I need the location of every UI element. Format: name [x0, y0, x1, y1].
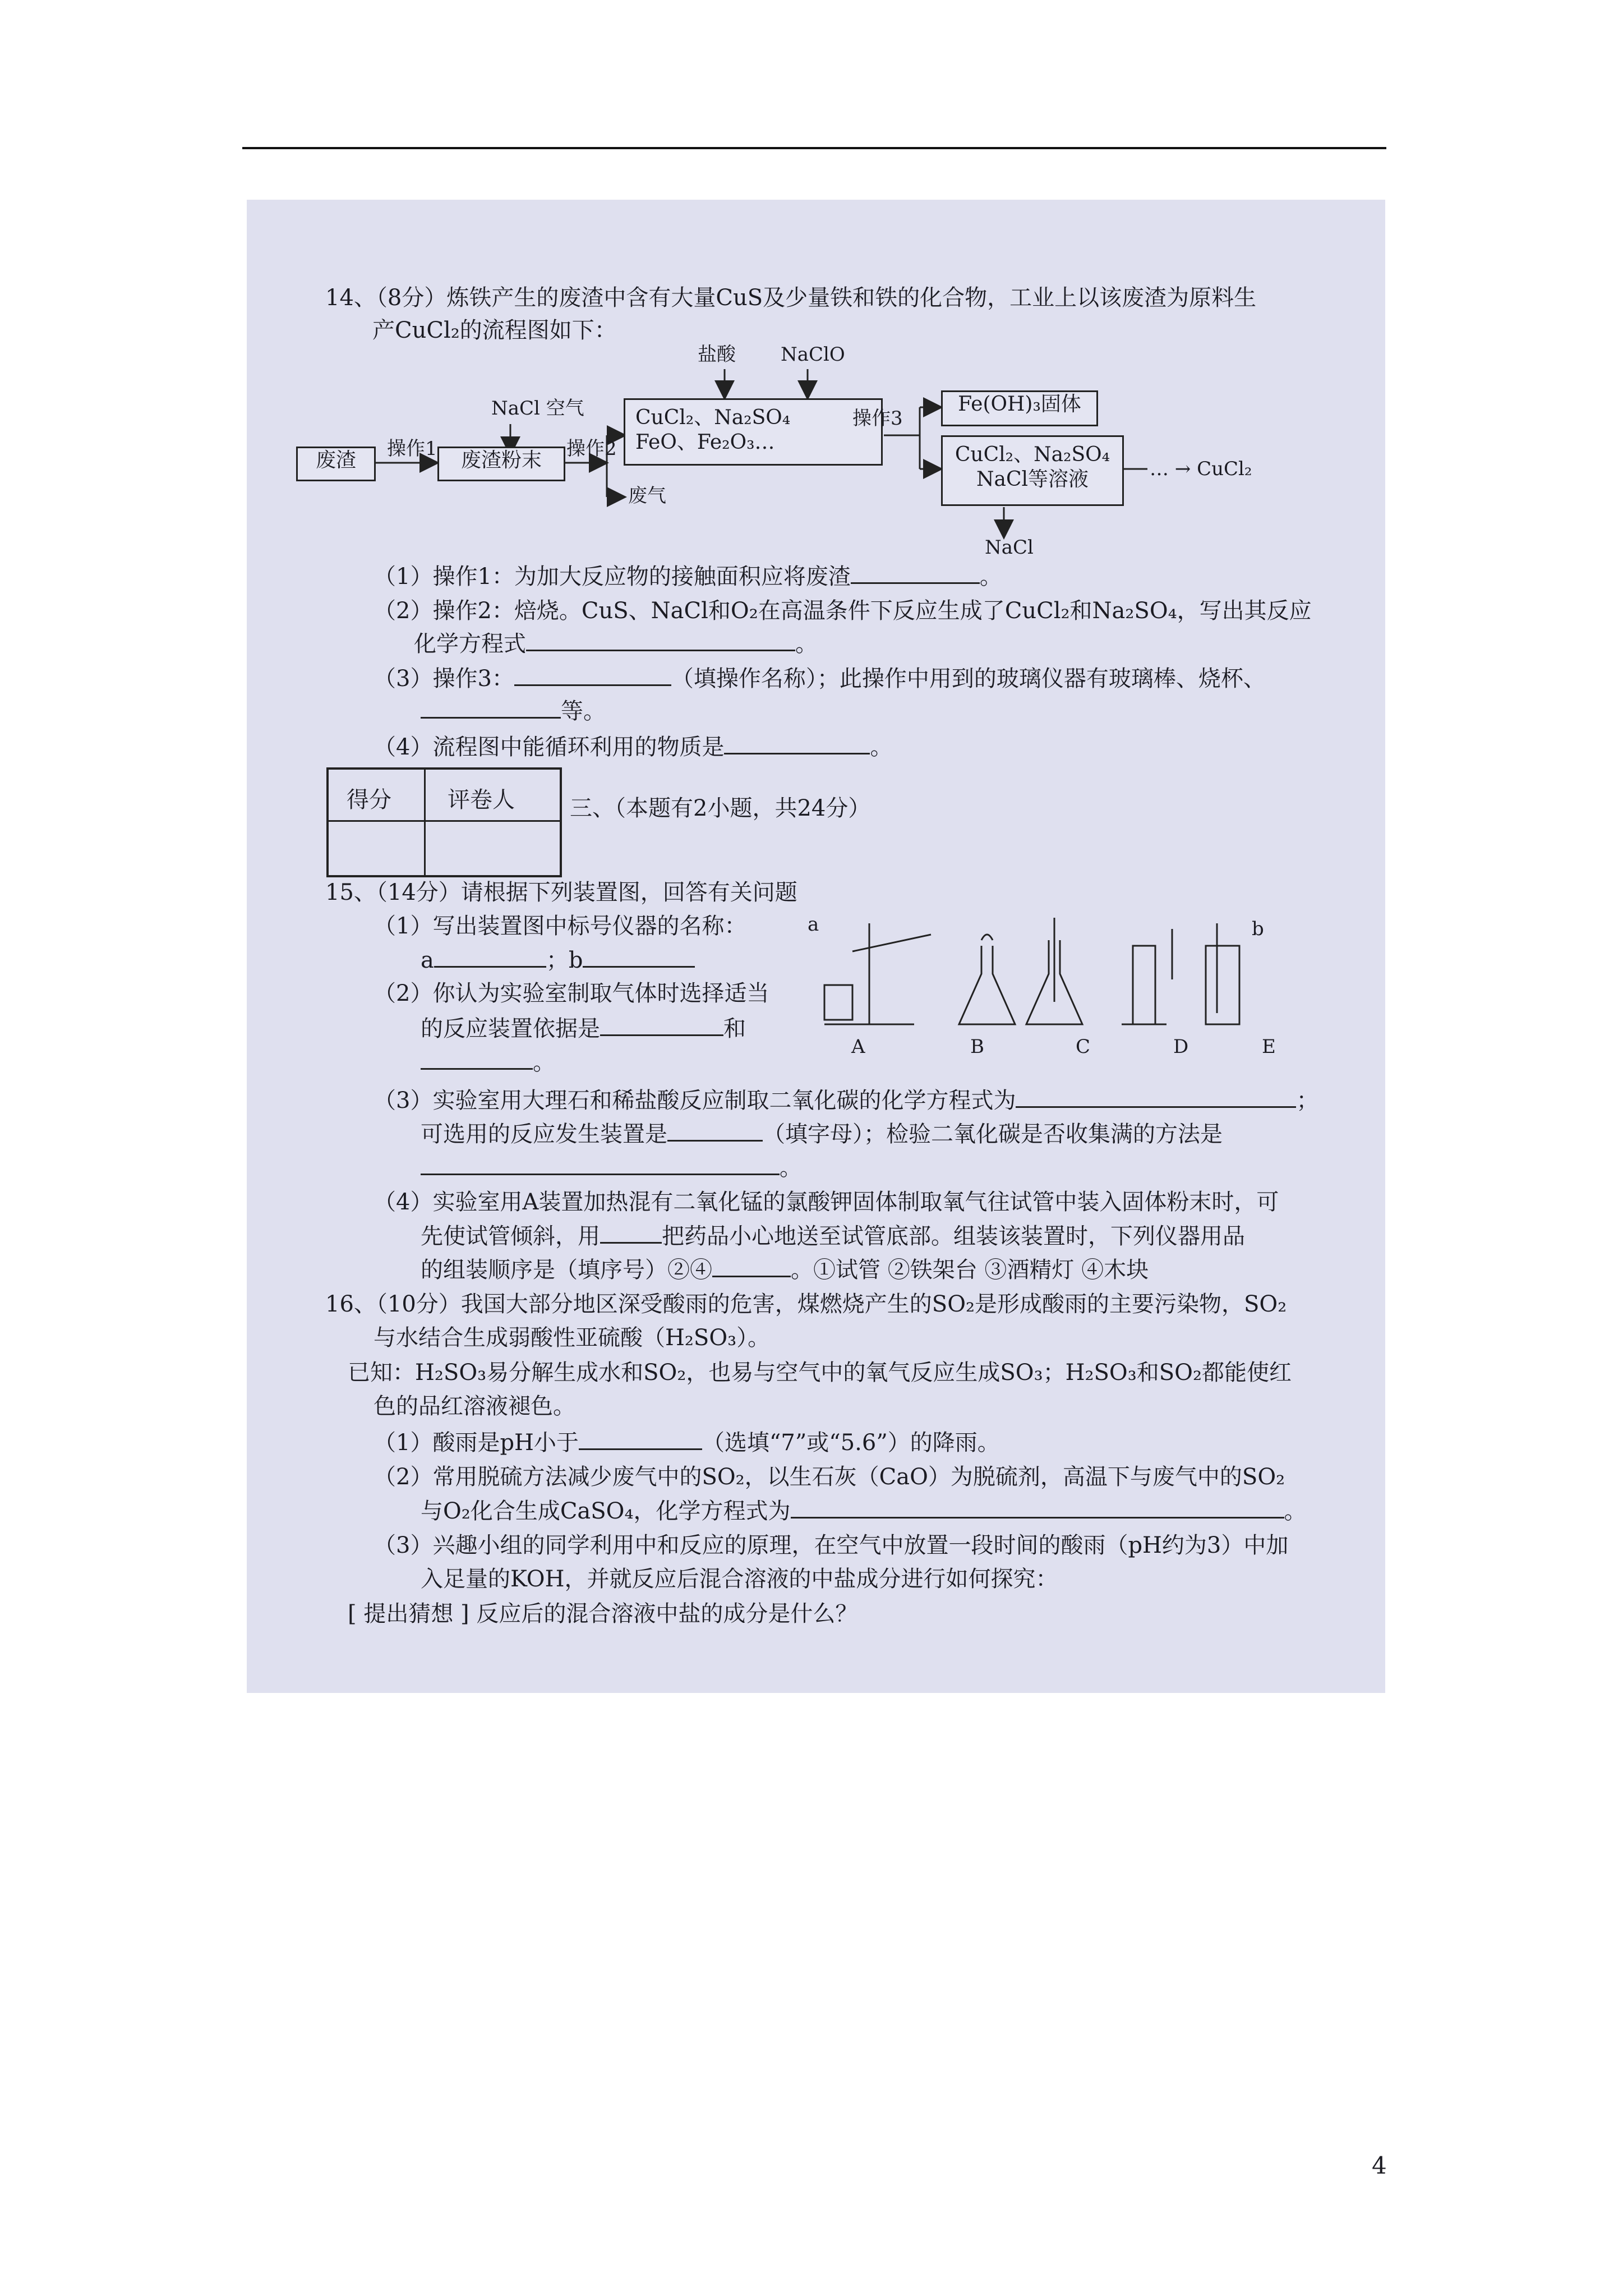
q14-part2b: 化学方程式 。 — [414, 629, 818, 658]
q15-part2c: 。 — [421, 1048, 555, 1076]
scanned-exam-page — [247, 200, 1385, 1693]
page-number: 4 — [1372, 2152, 1387, 2179]
apparatus-mark-b: b — [1252, 918, 1264, 940]
q14-part2a: （2）操作2：焙烧。CuS、NaCl和O₂在高温条件下反应生成了CuCl₂和Na₂SO₄，写出其反应 — [374, 598, 1312, 624]
flow-sol-line1: CuCl₂、Na₂SO₄ — [955, 443, 1110, 466]
apparatus-label-e: E — [1262, 1036, 1276, 1058]
q14-part3a: （3）操作3： （填操作名称）；此操作中用到的玻璃仪器有玻璃棒、烧杯、 — [374, 664, 1266, 693]
flow-nacl-label: NaCl — [985, 536, 1034, 559]
q14-part3b: 等。 — [421, 697, 606, 725]
flow-mix-line2: FeO、Fe₂O₃… — [635, 431, 775, 454]
flow-solution-box — [941, 435, 1124, 506]
q16-part3b: 入足量的KOH，并就反应后混合溶液的中盐成分进行如何探究： — [421, 1566, 1058, 1592]
q14-part1: （1）操作1：为加大反应物的接触面积应将废渣 。 — [374, 562, 1002, 591]
flow-mix-line1: CuCl₂、Na₂SO₄ — [635, 406, 791, 429]
flow-op1-label: 操作1 — [387, 438, 437, 460]
flow-arrows — [247, 200, 1385, 559]
q15-part2b: 的反应装置依据是 和 — [421, 1014, 746, 1043]
flow-mixture-box — [624, 398, 883, 466]
flow-op3-label: 操作3 — [852, 407, 903, 430]
flow-op2-label: 操作2 — [566, 438, 617, 460]
q16-hypothesis: [ 提出猜想 ] 反应后的混合溶液中盐的成分是什么？ — [348, 1601, 858, 1627]
score-table-rule — [329, 820, 560, 822]
flow-solid-box: Fe(OH)₃固体 — [941, 390, 1098, 426]
q16-line2: 与水结合生成弱酸性亚硫酸（H₂SO₃）。 — [374, 1325, 771, 1351]
q15-part3a: （3）实验室用大理石和稀盐酸反应制取二氧化碳的化学方程式为 ； — [374, 1086, 1318, 1115]
q14-line1: 14、（8分）炼铁产生的废渣中含有大量CuS及少量铁和铁的化合物，工业上以该废渣为原料生 — [325, 285, 1257, 311]
flow-acid-label: 盐酸 — [698, 343, 736, 366]
flow-waste-box: 废渣 — [296, 447, 376, 481]
q16-part1: （1）酸雨是pH小于 （选填“7”或“5.6”）的降雨。 — [374, 1428, 1000, 1457]
q15-part2a: （2）你认为实验室制取气体时选择适当 — [374, 981, 769, 1006]
q15-part3c: 。 — [421, 1153, 802, 1182]
q15-part1-blanks: a ；b — [421, 946, 695, 974]
apparatus-label-d: D — [1173, 1036, 1189, 1058]
apparatus-drawing — [802, 912, 1307, 1080]
q16-known2: 色的品红溶液褪色。 — [374, 1393, 575, 1419]
q16-known1: 已知：H₂SO₃易分解生成水和SO₂，也易与空气中的氧气反应生成SO₃；H₂SO₃和SO₂都能使红 — [348, 1360, 1292, 1386]
score-table — [326, 767, 562, 877]
q14-part4: （4）流程图中能循环利用的物质是 。 — [374, 733, 892, 761]
apparatus-label-b: B — [970, 1036, 984, 1058]
flow-naclo-label: NaClO — [781, 343, 845, 366]
q15-line1: 15、（14分）请根据下列装置图，回答有关问题 — [325, 880, 797, 905]
score-table-divider — [424, 770, 426, 875]
flow-sol-line2: NaCl等溶液 — [976, 468, 1089, 491]
apparatus-label-a: A — [851, 1036, 865, 1058]
header-rule — [242, 147, 1386, 149]
flow-inputs1-label: NaCl 空气 — [491, 397, 584, 420]
q15-part3b: 可选用的反应发生装置是 （填字母）；检验二氧化碳是否收集满的方法是 — [421, 1120, 1223, 1148]
q16-part2a: （2）常用脱硫方法减少废气中的SO₂，以生石灰（CaO）为脱硫剂，高温下与废气中的SO₂ — [374, 1464, 1285, 1490]
section-3-heading: 三、（本题有2小题，共24分） — [570, 795, 871, 821]
apparatus-mark-a: a — [808, 913, 819, 936]
q16-part3a: （3）兴趣小组的同学利用中和反应的原理，在空气中放置一段时间的酸雨（pH约为3）中加 — [374, 1533, 1289, 1558]
q15-part4c: 的组装顺序是（填序号）②④ 。①试管 ②铁架台 ③酒精灯 ④木块 — [421, 1255, 1149, 1284]
apparatus-label-c: C — [1076, 1036, 1091, 1058]
score-header: 得分 — [347, 787, 391, 813]
flow-product-label: … → CuCl₂ — [1150, 458, 1252, 480]
q14-line2: 产CuCl₂的流程图如下： — [372, 318, 617, 343]
q15-part4b: 先使试管倾斜，用 把药品小心地送至试管底部。组装该装置时，下列仪器用品 — [421, 1222, 1245, 1250]
q16-part2b: 与O₂化合生成CaSO₄，化学方程式为 。 — [421, 1497, 1307, 1525]
flow-waste-gas-label: 废气 — [628, 485, 666, 507]
q15-part1: （1）写出装置图中标号仪器的名称： — [374, 913, 747, 939]
q15-part4a: （4）实验室用A装置加热混有二氧化锰的氯酸钾固体制取氧气往试管中装入固体粉末时，可 — [374, 1189, 1279, 1215]
q16-line1: 16、（10分）我国大部分地区深受酸雨的危害，煤燃烧产生的SO₂是形成酸雨的主要污染物，SO₂ — [325, 1291, 1287, 1317]
flow-powder-box: 废渣粉末 — [437, 447, 565, 481]
grader-header: 评卷人 — [448, 787, 515, 813]
